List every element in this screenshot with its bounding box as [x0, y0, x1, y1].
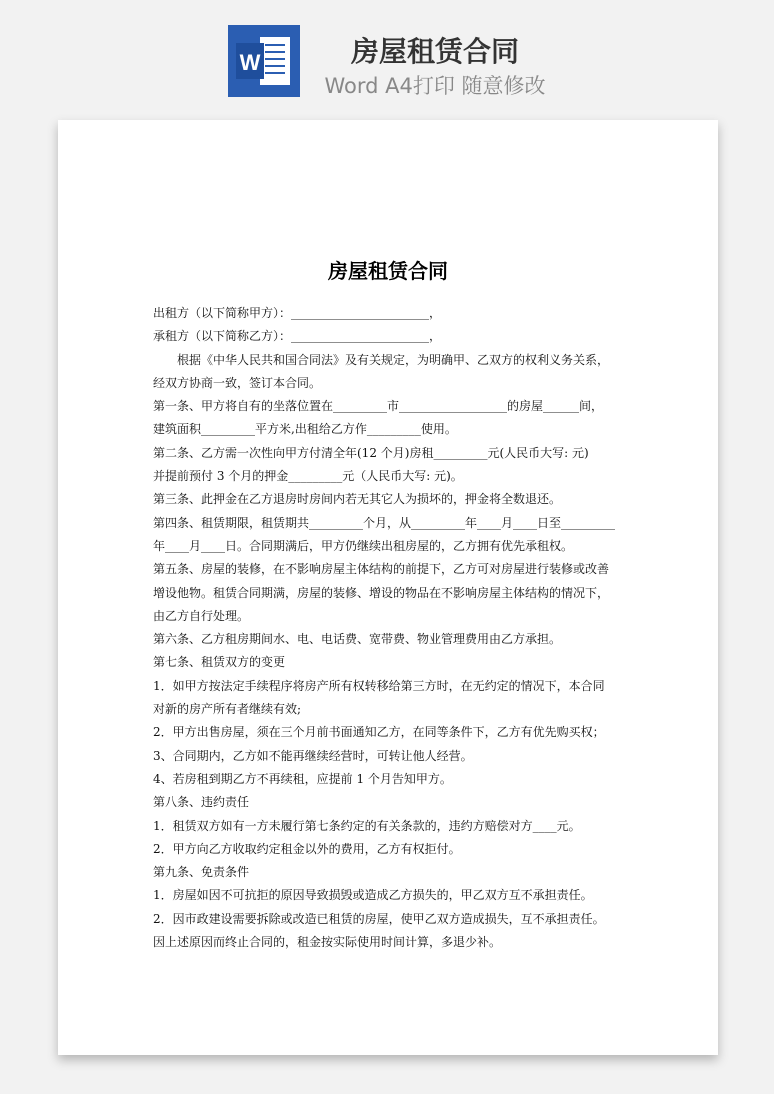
clause-line: 第六条、乙方租房期间水、电、电话费、宽带费、物业管理费用由乙方承担。	[153, 632, 562, 647]
clause-line: 并提前预付 3 个月的押金_________元（人民币大写: 元)。	[153, 469, 463, 484]
clause-line: 第一条、甲方将自有的坐落位置在_________市__________________的房屋______间，	[153, 399, 604, 414]
word-icon	[228, 25, 300, 97]
clause-line: 建筑面积_________平方米,出租给乙方作_________使用。	[153, 422, 457, 437]
header-subtitle: Word A4打印 随意修改	[324, 74, 546, 98]
preamble-line: 经双方协商一致，签订本合同。	[153, 375, 322, 390]
clause-line: 第七条、租赁双方的变更	[153, 655, 286, 670]
clause-line: 第三条、此押金在乙方退房时房间内若无其它人为损坏的，押金将全数退还。	[153, 492, 562, 507]
clause-line: 年____月____日。合同期满后，甲方仍继续出租房屋的，乙方拥有优先承租权。	[153, 538, 574, 553]
clause-line: 2．因市政建设需要拆除或改造已租赁的房屋，使甲乙双方造成损失，互不承担责任。	[153, 911, 605, 926]
document-title: 房屋租赁合同	[328, 259, 448, 283]
clause-line: 2．甲方向乙方收取约定租金以外的费用，乙方有权拒付。	[153, 841, 461, 856]
clause-line: 第八条、违约责任	[153, 795, 250, 810]
clause-line: 第二条、乙方需一次性向甲方付清全年(12 个月)房租_________元(人民币大写: 元)	[153, 445, 589, 460]
header-title: 房屋租赁合同	[350, 35, 519, 68]
clause-line: 对新的房产所有者继续有效;	[153, 702, 302, 717]
document-body	[153, 302, 623, 954]
clause-line: 1．房屋如因不可抗拒的原因导致损毁或造成乙方损失的，甲乙双方互不承担责任。	[153, 888, 593, 903]
tenant-line: 承租方（以下简称乙方）：_______________________，	[153, 329, 442, 344]
clause-line: 1．租赁双方如有一方未履行第七条约定的有关条款的，违约方赔偿对方____元。	[153, 818, 581, 833]
clause-line: 3、合同期内，乙方如不能再继续经营时，可转让他人经营。	[153, 748, 473, 763]
document-page	[58, 120, 718, 1055]
clause-line: 由乙方自行处理。	[153, 608, 250, 623]
clause-line: 2．甲方出售房屋，须在三个月前书面通知乙方，在同等条件下，乙方有优先购买权；	[153, 725, 605, 740]
clause-line: 第九条、免责条件	[153, 865, 250, 880]
preamble-line: 根据《中华人民共和国合同法》及有关规定，为明确甲、乙双方的权利义务关系，	[177, 352, 610, 367]
word-icon-letter: W	[239, 50, 261, 75]
clause-line: 第五条、房屋的装修，在不影响房屋主体结构的前提下，乙方可对房屋进行装修或改善	[153, 562, 610, 577]
landlord-line: 出租方（以下简称甲方）：_______________________，	[153, 306, 442, 320]
clause-line: 增设他物。租赁合同期满，房屋的装修、增设的物品在不影响房屋主体结构的情况下，	[153, 585, 610, 600]
clause-line: 因上述原因而终止合同的，租金按实际使用时间计算，多退少补。	[153, 935, 502, 950]
clause-line: 第四条、租赁期限，租赁期共_________个月，从_________年____月____日至_________	[153, 515, 616, 530]
clause-line: 4、若房租到期乙方不再续租，应提前 1 个月告知甲方。	[153, 771, 452, 786]
clause-line: 1．如甲方按法定手续程序将房产所有权转移给第三方时，在无约定的情况下，本合同	[153, 678, 605, 693]
header	[0, 0, 774, 110]
